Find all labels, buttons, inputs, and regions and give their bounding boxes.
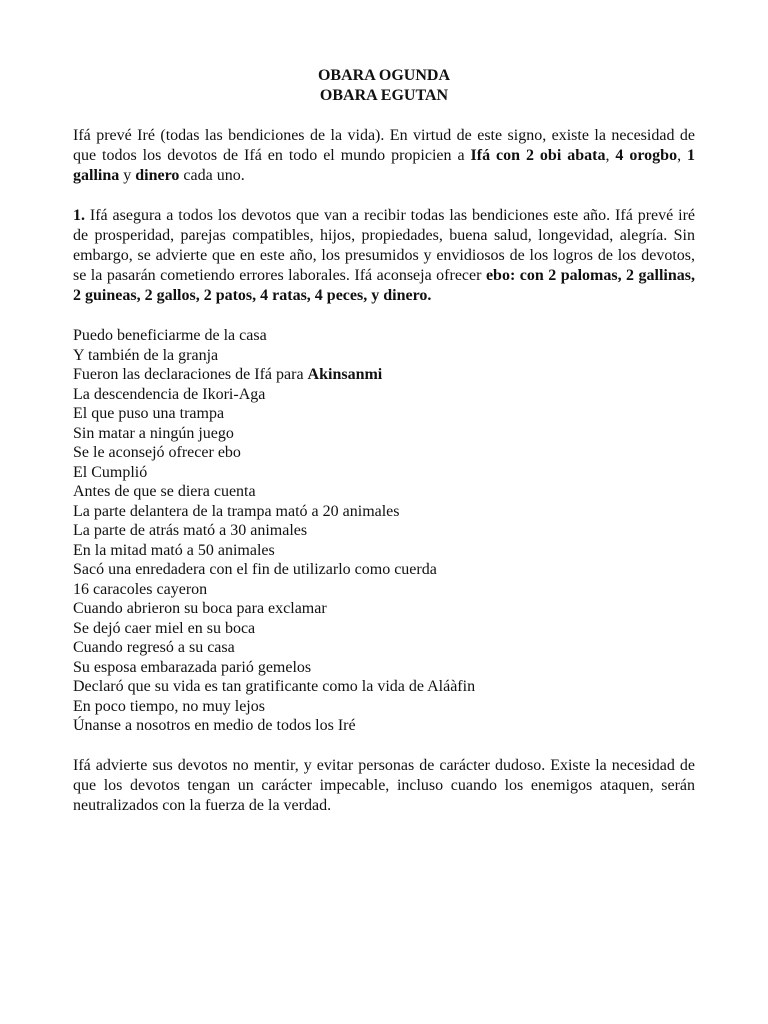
section-1-text: Ifá asegura a todos los devotos que van a recibir todas las bendiciones este año. Ifá prevé iré de prosperidad, parejas compatibles, hijos, propiedades, buena salud, longevidad, alegría. Sin embargo, se advierte que en este año, los presumidos y envidiosos de los logros de los devotos, se la pasarán cometiendo errores laborales. Ifá aconseja ofrecer (73, 207, 695, 284)
intro-text-end: cada uno. (179, 167, 245, 184)
verse-line: La parte delantera de la trampa mató a 20 animales (73, 502, 400, 520)
verse-line: El Cumplió (73, 463, 148, 481)
verse-line: En poco tiempo, no muy lejos (73, 697, 265, 715)
verse-line: En la mitad mató a 50 animales (73, 541, 275, 559)
intro-dinero-bold: dinero (135, 167, 180, 184)
section-1-ebo-bold: ebo: con 2 palomas, 2 gallinas, 2 guineas, 2 gallos, 2 patos, 4 ratas, 4 peces, y dinero. (73, 267, 695, 304)
intro-separator: y (119, 167, 136, 184)
verse-line: Cuando abrieron su boca para exclamar (73, 600, 327, 617)
verse-line: Se le aconsejó ofrecer ebo (73, 444, 241, 461)
section-number: 1. (73, 207, 85, 224)
verse-line: Sacó una enredadera con el fin de utilizarlo como cuerda (73, 561, 437, 578)
verse-line: Sin matar a ningún juego (73, 424, 234, 442)
verse-line: Se dejó caer miel en su boca (73, 619, 256, 637)
verse-line: La parte de atrás mató a 30 animales (73, 522, 308, 539)
intro-orogbo-bold: 4 orogbo (615, 147, 678, 164)
verse-name-bold: Akinsanmi (307, 366, 383, 383)
closing-paragraph: Ifá advierte sus devotos no mentir, y evitar personas de carácter dudoso. Existe la necesidad de que los devotos tengan un carácter impecable, incluso cuando los enemigos ataquen, serán neutralizados con la fuerza de la verdad. (73, 756, 695, 814)
verse-line-text: Fueron las declaraciones de Ifá para (73, 366, 308, 383)
document-page (73, 66, 695, 816)
verse-line: 16 caracoles cayeron (73, 580, 208, 598)
verse-line: Antes de que se diera cuenta (73, 483, 256, 500)
document-title: OBARA OGUNDA (317, 67, 450, 84)
section-1-paragraph (73, 206, 695, 306)
verse-line (73, 365, 695, 385)
intro-paragraph (73, 126, 695, 186)
intro-text: Ifá prevé Iré (todas las bendiciones de la vida). En virtud de este signo, existe la necesidad de que todos los devotos de Ifá en todo el mundo propicien a (73, 127, 695, 164)
intro-offering-bold: Ifá con 2 obi abata (470, 147, 606, 164)
document-subtitle: OBARA EGUTAN (319, 87, 449, 104)
intro-separator: , (677, 147, 688, 164)
verse-line: Su esposa embarazada parió gemelos (73, 658, 312, 676)
intro-separator: , (605, 147, 616, 164)
verse-line: Cuando regresó a su casa (73, 639, 235, 656)
intro-gallina-bold: 1 gallina (73, 147, 696, 184)
verse-line: Puedo beneficiarme de la casa (73, 327, 267, 344)
verse-line: Declaró que su vida es tan gratificante como la vida de Aláàfin (73, 678, 476, 695)
verse-block (73, 326, 695, 736)
verse-line: La descendencia de Ikori-Aga (73, 385, 266, 403)
verse-line: Únanse a nosotros en medio de todos los Iré (73, 717, 356, 734)
verse-line: El que puso una trampa (73, 405, 225, 422)
verse-line: Y también de la granja (73, 346, 219, 364)
